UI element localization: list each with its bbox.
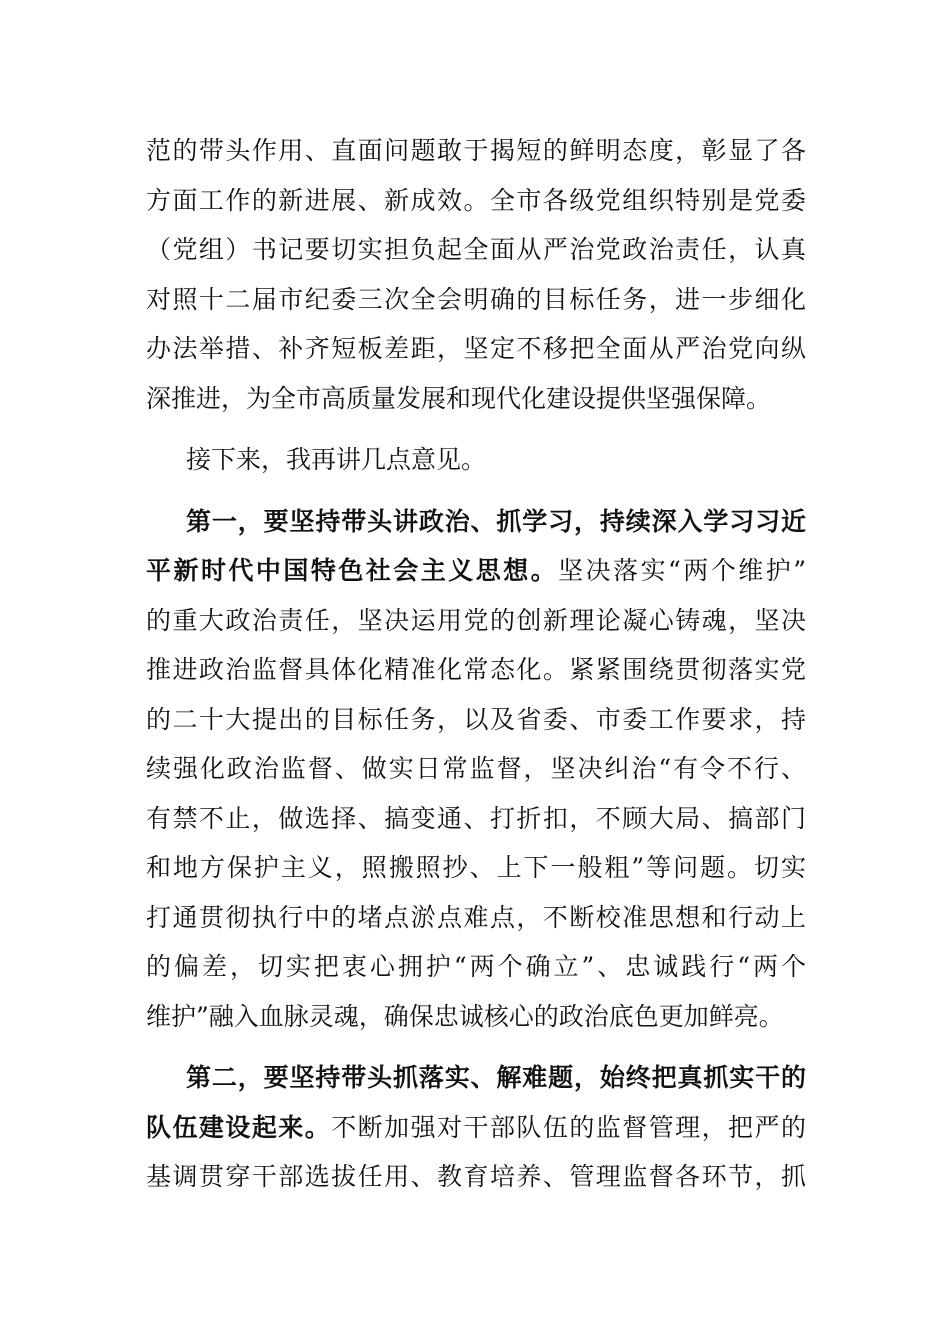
text-line: 推进政治监督具体化精准化常态化。紧紧围绕贯彻落实党 — [146, 655, 806, 684]
text-line: 和地方保护主义，照搬照抄、上下一般粗”等问题。切实 — [146, 853, 806, 882]
section-heading-line: 第一，要坚持带头讲政治、抓学习，持续深入学习习近 — [186, 506, 806, 536]
paragraph-4 — [146, 1053, 806, 1202]
paragraph-3 — [146, 497, 806, 1042]
text-line: （党组）书记要切实担负起全面从严治党政治责任，认真 — [146, 235, 806, 264]
text-line — [146, 1103, 806, 1153]
text-line: 基调贯穿干部选拔任用、教育培养、管理监督各环节，抓 — [146, 1162, 806, 1191]
text-line: 维护”融入血脉灵魂，确保忠诚核心的政治底色更加鲜亮。 — [146, 1001, 784, 1031]
text-line: 的重大政治责任，坚决运用党的创新理论凝心铸魂，坚决 — [146, 605, 806, 635]
paragraph-1 — [146, 126, 806, 423]
text-line: 深推进，为全市高质量发展和现代化建设提供坚强保障。 — [146, 383, 772, 413]
text-line: 对照十二届市纪委三次全会明确的目标任务，进一步细化 — [146, 284, 806, 314]
text-run: 坚决落实“两个维护” — [558, 556, 806, 585]
text-line: 接下来，我再讲几点意见。 — [186, 445, 487, 474]
section-heading-line: 第二，要坚持带头抓落实、解难题，始终把真抓实干的 — [186, 1063, 806, 1092]
text-run: 不断加强对干部队伍的监督管理，把严的 — [331, 1112, 806, 1142]
section-heading-end: 平新时代中国特色社会主义思想。 — [146, 556, 559, 585]
text-line: 续强化政治监督、做实日常监督，坚决纠治“有令不行、 — [146, 754, 806, 783]
text-line: 方面工作的新进展、新成效。全市各级党组织特别是党委 — [146, 185, 806, 215]
text-line — [146, 546, 806, 596]
text-line: 的偏差，切实把衷心拥护“两个确立”、忠诚践行“两个 — [146, 952, 806, 981]
paragraph-2 — [146, 435, 806, 485]
text-line: 范的带头作用、直面问题敢于揭短的鲜明态度，彰显了各 — [146, 136, 806, 165]
section-heading-end: 队伍建设起来。 — [146, 1112, 332, 1142]
text-line: 的二十大提出的目标任务，以及省委、市委工作要求，持 — [146, 704, 806, 734]
text-line: 打通贯彻执行中的堵点淤点难点，不断校准思想和行动上 — [146, 902, 806, 932]
text-line: 办法举措、补齐短板差距，坚定不移把全面从严治党向纵 — [146, 334, 806, 363]
text-line: 有禁不止，做选择、搞变通、打折扣，不顾大局、搞部门 — [146, 803, 806, 833]
document-body — [146, 126, 806, 1202]
